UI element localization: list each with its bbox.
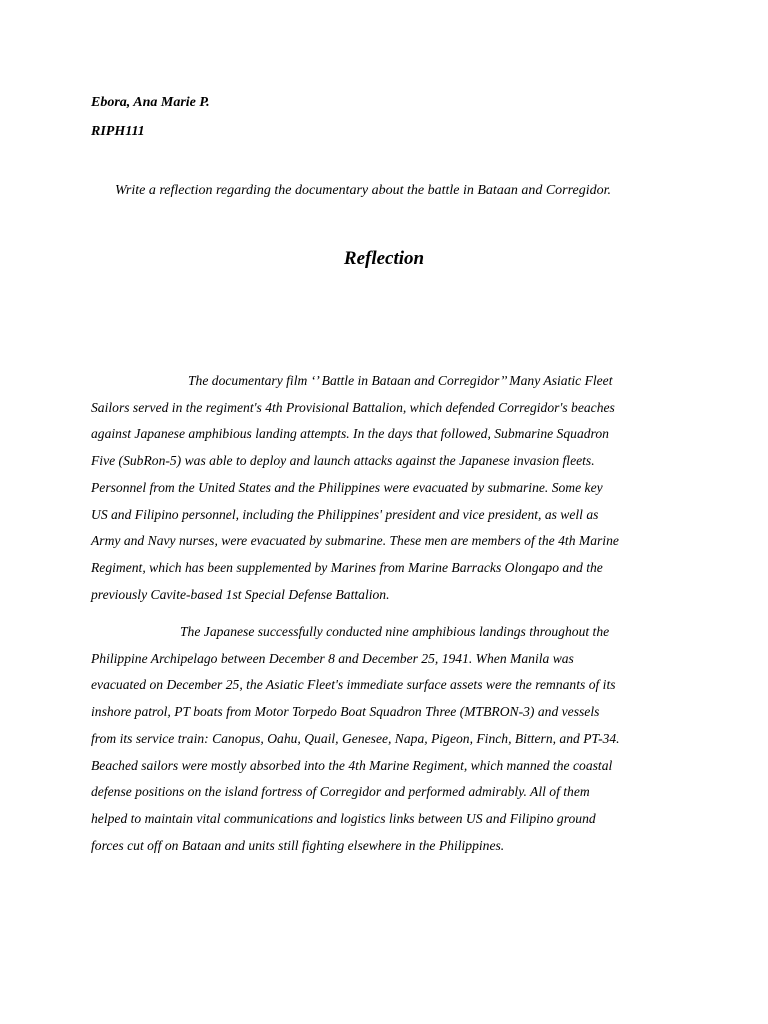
paragraph-line: previously Cavite-based 1st Special Defense Battalion. <box>91 586 390 602</box>
paragraph-line: forces cut off on Bataan and units still fighting elsewhere in the Philippines. <box>91 837 505 853</box>
paragraph-line: US and Filipino personnel, including the Philippines' president and vice president, as well as <box>91 506 599 522</box>
assignment-prompt: Write a reflection regarding the documentary about the battle in Bataan and Corregidor. <box>115 183 612 198</box>
course-code: RIPH111 <box>91 124 145 139</box>
paragraph-line: Regiment, which has been supplemented by Marines from Marine Barracks Olongapo and the <box>91 559 603 575</box>
paragraph-line: Sailors served in the regiment's 4th Provisional Battalion, which defended Corregidor's beaches <box>91 399 615 415</box>
paragraph-2 <box>91 619 691 859</box>
paragraph-line: The Japanese successfully conducted nine amphibious landings throughout the <box>180 624 610 639</box>
paragraph-line: Beached sailors were mostly absorbed into the 4th Marine Regiment, which manned the coastal <box>91 757 613 773</box>
paragraph-line: evacuated on December 25, the Asiatic Fleet's immediate surface assets were the remnants of its <box>91 677 616 693</box>
paragraph-line: inshore patrol, PT boats from Motor Torpedo Boat Squadron Three (MTBRON-3) and vessels <box>91 704 600 720</box>
paragraph-line: helped to maintain vital communications and logistics links between US and Filipino ground <box>91 810 596 826</box>
paragraph-line: defense positions on the island fortress of Corregidor and performed admirably. All of them <box>91 784 590 800</box>
paragraph-line: Five (SubRon-5) was able to deploy and launch attacks against the Japanese invasion fleets. <box>91 453 595 469</box>
paragraph-line: The documentary film ‘’ Battle in Bataan and Corregidor’’ Many Asiatic Fleet <box>188 373 613 388</box>
paragraph-1 <box>91 368 691 608</box>
paragraph-line: Philippine Archipelago between December 8 and December 25, 1941. When Manila was <box>91 650 574 666</box>
document-title: Reflection <box>343 248 425 269</box>
paragraph-line: against Japanese amphibious landing attempts. In the days that followed, Submarine Squadron <box>91 426 609 442</box>
paragraph-line: Personnel from the United States and the Philippines were evacuated by submarine. Some key <box>91 479 603 495</box>
paragraph-line: from its service train: Canopus, Oahu, Quail, Genesee, Napa, Pigeon, Finch, Bittern, and PT-34. <box>91 730 620 746</box>
paragraph-line: Army and Navy nurses, were evacuated by submarine. These men are members of the 4th Marine <box>91 533 619 549</box>
author-name: Ebora, Ana Marie P. <box>91 95 210 110</box>
